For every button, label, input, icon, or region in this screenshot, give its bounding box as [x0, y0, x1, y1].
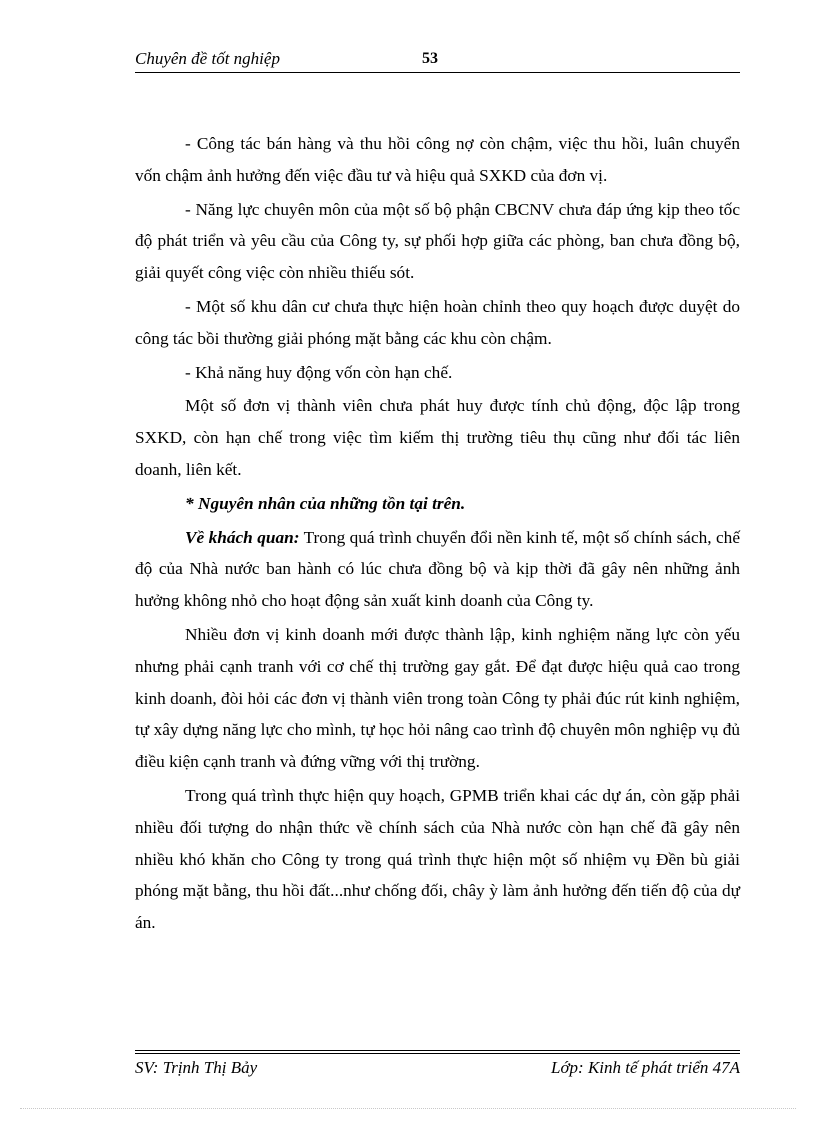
paragraph-staff-capacity: - Năng lực chuyên môn của một số bộ phận CBCNV chưa đáp ứng kịp theo tốc độ phát triển và yêu cầu của Công ty, sự phối hợp giữa các phòng, ban chưa đồng bộ, giải quyết công việc còn nhiều thiếu sót. [135, 199, 740, 283]
footer-student: SV: Trịnh Thị Bảy [135, 1058, 258, 1077]
footer-class: Lớp: Kinh tế phát triển 47A [551, 1058, 740, 1077]
page-number: 53 [422, 50, 438, 67]
page-body [135, 128, 740, 939]
section-heading-causes: * Nguyên nhân của những tồn tại trên. [185, 493, 466, 513]
paragraph-residential-areas: - Một số khu dân cư chưa thực hiện hoàn chỉnh theo quy hoạch được duyệt do công tác bồi thường giải phóng mặt bằng các khu còn chậm. [135, 296, 740, 348]
paragraph-member-units: Một số đơn vị thành viên chưa phát huy được tính chủ động, độc lập trong SXKD, còn hạn chế trong việc tìm kiếm thị trường tiêu thụ cũng như đối tác liên doanh, liên kết. [135, 396, 740, 479]
paragraph-sales-debt: - Công tác bán hàng và thu hồi công nợ còn chậm, việc thu hồi, luân chuyển vốn chậm ảnh hưởng đến việc đầu tư và hiệu quả SXKD của đơn vị. [135, 134, 740, 185]
page-header [135, 48, 740, 73]
paragraph-planning: Trong quá trình thực hiện quy hoạch, GPMB triển khai các dự án, còn gặp phải nhiều đối tượng do nhận thức về chính sách của Nhà nước còn hạn chế đã gây nên nhiều khó khăn cho Công ty trong quá trình thực hiện một số nhiệm vụ Đền bù giải phóng mặt bằng, thu hồi đất...như chống đối, chây ỳ làm ảnh hưởng đến tiến độ của dự án. [135, 785, 740, 933]
paragraph-capital: - Khả năng huy động vốn còn hạn chế. [185, 362, 453, 382]
page-edge-divider [20, 1108, 796, 1109]
header-title: Chuyên đề tốt nghiệp [135, 49, 280, 68]
paragraph-new-units: Nhiều đơn vị kinh doanh mới được thành lập, kinh nghiệm năng lực còn yếu nhưng phải cạnh tranh với cơ chế thị trường gay gắt. Để đạt được hiệu quả cao trong kinh doanh, đòi hỏi các đơn vị thành viên trong toàn Công ty phải đúc rút kinh nghiệm, tự xây dựng năng lực cho mình, tự học hỏi nâng cao trình độ chuyên môn nghiệp vụ đủ điều kiện cạnh tranh và đứng vững với thị trường. [135, 624, 740, 772]
paragraph-objective-causes [135, 522, 740, 617]
paragraph-objective-text: Trong quá trình chuyển đổi nền kinh tế, một số chính sách, chế độ của Nhà nước ban hành có lúc chưa đồng bộ và kịp thời đã gây nên những ảnh hưởng không nhỏ cho hoạt động sản xuất kinh doanh của Công ty. [135, 527, 740, 611]
page-footer [135, 1050, 740, 1081]
lead-objective: Về khách quan: [185, 527, 300, 547]
